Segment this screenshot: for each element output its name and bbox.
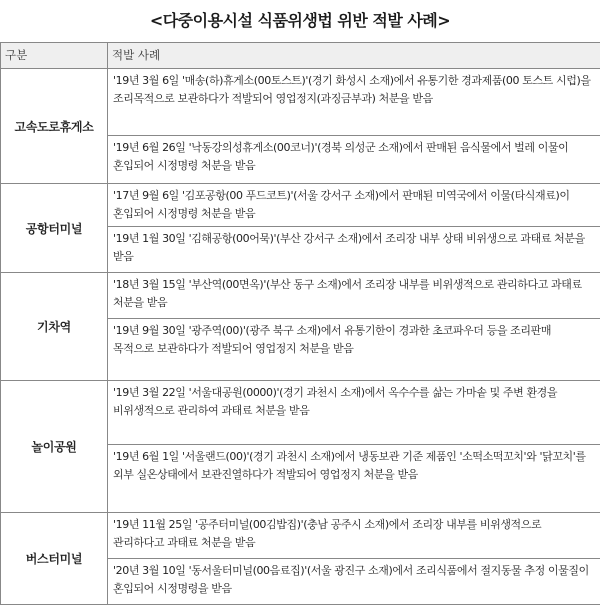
case-cell: '19년 6월 1일 '서울랜드(00)'(경기 과천시 소재)에서 냉동보관 기준 제품인 '소떡소떡꼬치'와 '닭꼬치'를 외부 실온상태에서 보관진열하다가 적발되어 영업정지 처분을 받음 (108, 445, 600, 513)
category-cell: 버스터미널 (1, 513, 108, 605)
case-cell: '19년 6월 26일 '낙동강의성휴게소(00코너)'(경북 의성군 소재)에서 판매된 음식물에서 벌레 이물이 혼입되어 시정명령 처분을 받음 (108, 136, 600, 184)
table-row (1, 69, 600, 136)
case-cell: '19년 1월 30일 '김해공항(00어묵)'(부산 강서구 소재)에서 조리장 내부 상태 비위생으로 과태료 처분을 받음 (108, 227, 600, 273)
case-cell: '18년 3월 15일 '부산역(00면옥)'(부산 동구 소재)에서 조리장 내부를 비위생적으로 관리하다고 과태료 처분을 받음 (108, 273, 600, 319)
category-cell: 기차역 (1, 273, 108, 381)
violations-table (0, 42, 600, 605)
page-title: <다중이용시설 식품위생법 위반 적발 사례> (0, 8, 600, 31)
case-cell: '20년 3월 10일 '동서울터미널(00음료집)'(서울 광진구 소재)에서 조리식품에서 절지동물 추정 이물질이 혼입되어 시정명령을 받음 (108, 559, 600, 605)
header-cases: 적발 사례 (108, 43, 600, 69)
case-cell: '19년 9월 30일 '광주역(00)'(광주 북구 소재)에서 유통기한이 경과한 초코파우더 등을 조리판매 목적으로 보관하다가 적발되어 영업정지 처분을 받음 (108, 319, 600, 381)
category-cell: 고속도로휴게소 (1, 69, 108, 184)
table-row (1, 273, 600, 319)
table-header-row (1, 43, 600, 69)
case-cell: '19년 3월 6일 '매송(하)휴게소(00토스트)'(경기 화성시 소재)에서 유통기한 경과제품(00 토스트 시럽)을 조리목적으로 보관하다가 적발되어 영업정지(과징금부과) 처분을 받음 (108, 69, 600, 136)
case-cell: '19년 3월 22일 '서울대공원(0000)'(경기 과천시 소재)에서 옥수수를 삶는 가마솥 및 주변 환경을 비위생적으로 관리하여 과태료 처분을 받음 (108, 381, 600, 445)
case-cell: '17년 9월 6일 '김포공항(00 푸드코트)'(서울 강서구 소재)에서 판매된 미역국에서 이물(타식재료)이 혼입되어 시정명령 처분을 받음 (108, 184, 600, 227)
category-cell: 공항터미널 (1, 184, 108, 273)
category-cell: 놀이공원 (1, 381, 108, 513)
header-category: 구분 (1, 43, 108, 69)
table-row (1, 381, 600, 445)
case-cell: '19년 11월 25일 '공주터미널(00김밥집)'(충남 공주시 소재)에서 조리장 내부를 비위생적으로 관리하다고 과태료 처분을 받음 (108, 513, 600, 559)
table-row (1, 184, 600, 227)
table-row (1, 513, 600, 559)
